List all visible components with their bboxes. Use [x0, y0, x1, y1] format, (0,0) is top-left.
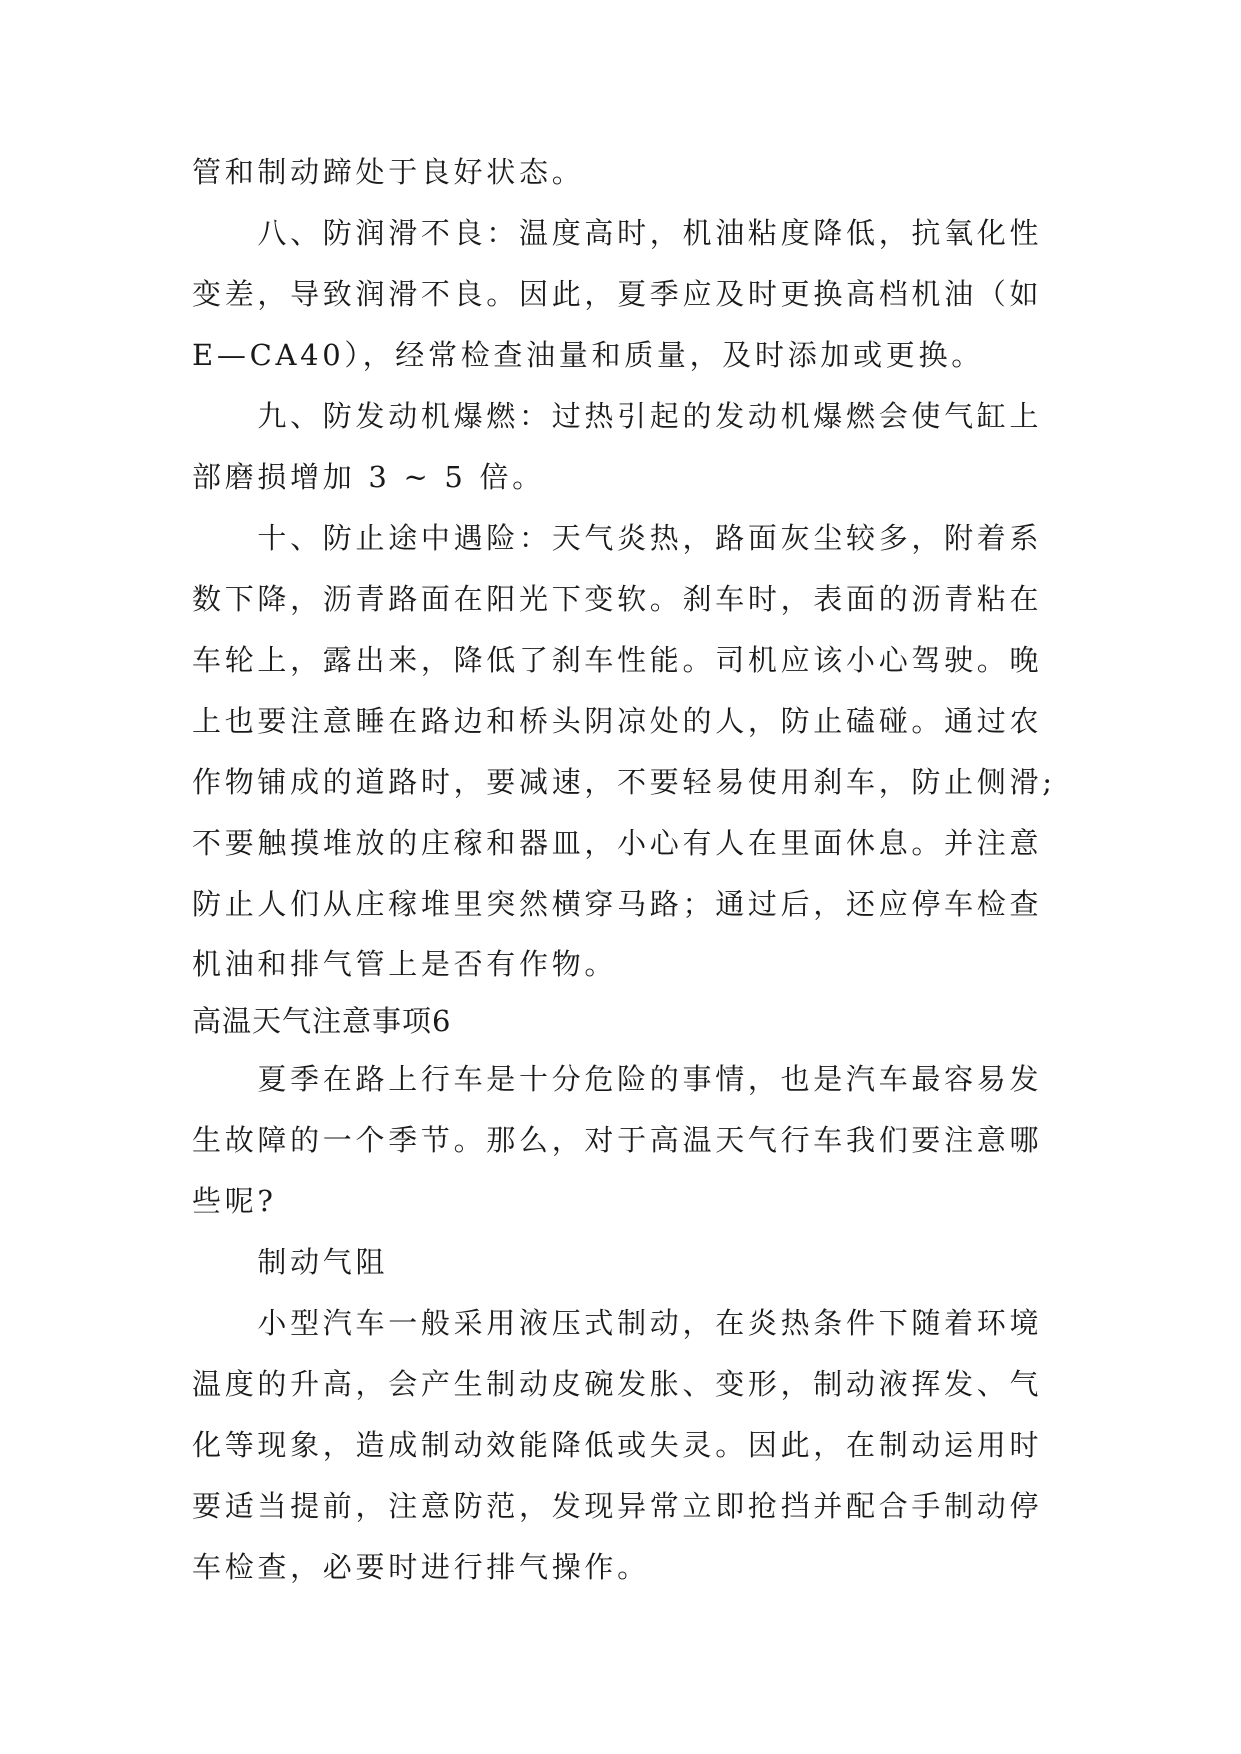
text-line: 生故障的一个季节。那么，对于高温天气行车我们要注意哪 — [192, 1123, 1043, 1157]
text-line: 些呢? — [192, 1184, 277, 1218]
text-line: 上也要注意睡在路边和桥头阴凉处的人，防止磕碰。通过农 — [192, 704, 1043, 738]
text-line: 不要触摸堆放的庄稼和器皿，小心有人在里面休息。并注意 — [192, 826, 1043, 860]
text-line: 管和制动蹄处于良好状态。 — [192, 155, 585, 189]
text-line: 九、防发动机爆燃：过热引起的发动机爆燃会使气缸上 — [192, 399, 1043, 433]
text-line: 要适当提前，注意防范，发现异常立即抢挡并配合手制动停 — [192, 1489, 1043, 1523]
text-line: 数下降，沥青路面在阳光下变软。刹车时，表面的沥青粘在 — [192, 582, 1043, 616]
subheading: 制动气阻 — [192, 1245, 389, 1279]
text-line: 部磨损增加 3 ~ 5 倍。 — [192, 460, 545, 494]
text-line: 车检查，必要时进行排气操作。 — [192, 1550, 650, 1584]
text-line: 化等现象，造成制动效能降低或失灵。因此，在制动运用时 — [192, 1428, 1043, 1462]
text-line: 作物铺成的道路时，要减速，不要轻易使用刹车，防止侧滑; — [192, 765, 1056, 799]
text-line: 温度的升高，会产生制动皮碗发胀、变形，制动液挥发、气 — [192, 1367, 1043, 1401]
text-line: 小型汽车一般采用液压式制动，在炎热条件下随着环境 — [192, 1306, 1043, 1340]
text-line: 防止人们从庄稼堆里突然横穿马路；通过后，还应停车检查 — [192, 887, 1043, 921]
text-line: 夏季在路上行车是十分危险的事情，也是汽车最容易发 — [192, 1062, 1043, 1096]
text-line: 变差，导致润滑不良。因此，夏季应及时更换高档机油（如 — [192, 277, 1043, 311]
document-body — [192, 155, 1056, 1612]
text-line: 机油和排气管上是否有作物。 — [192, 947, 618, 981]
text-line: 车轮上，露出来，降低了刹车性能。司机应该小心驾驶。晚 — [192, 643, 1043, 677]
text-line: 八、防润滑不良：温度高时，机油粘度降低，抗氧化性 — [192, 216, 1043, 250]
section-heading: 高温天气注意事项6 — [192, 1004, 452, 1038]
text-line: 十、防止途中遇险：天气炎热，路面灰尘较多，附着系 — [192, 521, 1043, 555]
text-line: E—CA40），经常检查油量和质量，及时添加或更换。 — [192, 338, 984, 372]
